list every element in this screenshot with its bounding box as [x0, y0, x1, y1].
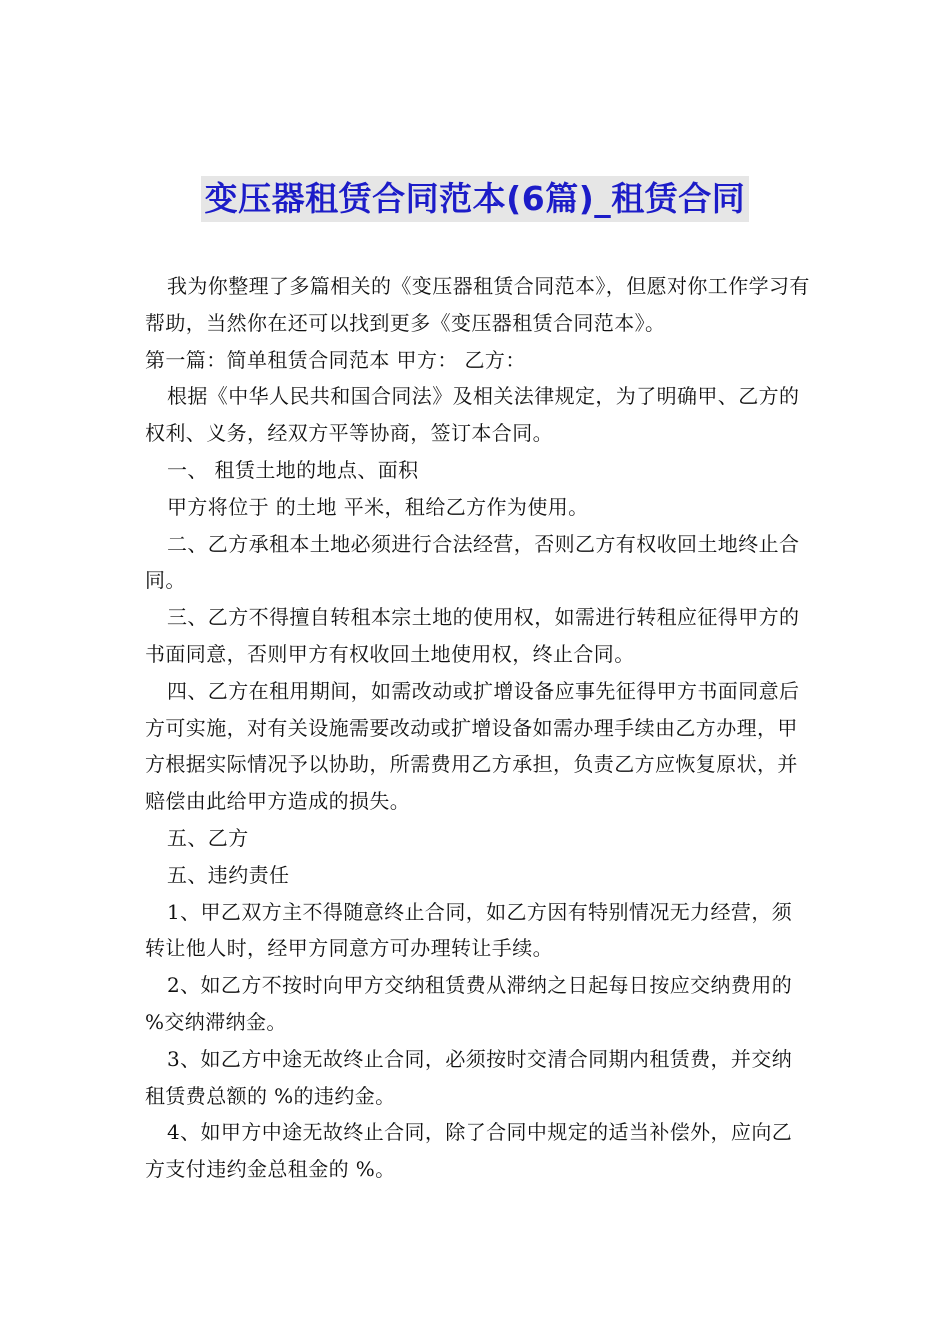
- document-body: [145, 268, 811, 1188]
- paragraph-section-5b: 五、违约责任: [167, 862, 290, 887]
- title-container: [0, 176, 950, 222]
- paragraph-clause-4: 4、如甲方中途无故终止合同，除了合同中规定的适当补偿外，应向乙方支付违约金总租金的 %。: [145, 1120, 793, 1182]
- paragraph-preamble: 根据《中华人民共和国合同法》及相关法律规定，为了明确甲、乙方的权利、义务，经双方平等协商，签订本合同。: [145, 384, 800, 446]
- paragraph-section-4: 四、乙方在租用期间，如需改动或扩增设备应事先征得甲方书面同意后方可实施，对有关设施需要改动或扩增设备如需办理手续由乙方办理，甲方根据实际情况予以协助，所需费用乙方承担，负责乙方应恢复原状，并赔偿由此给甲方造成的损失。: [145, 678, 800, 814]
- document-title: 变压器租赁合同范本(6篇)_租赁合同: [201, 176, 750, 222]
- paragraph-section-1: 一、 租赁土地的地点、面积: [167, 457, 419, 482]
- paragraph-section-2: 二、乙方承租本土地必须进行合法经营，否则乙方有权收回土地终止合同。: [145, 531, 800, 593]
- paragraph-intro: 我为你整理了多篇相关的《变压器租赁合同范本》，但愿对你工作学习有帮助，当然你在还可以找到更多《变压器租赁合同范本》。: [145, 274, 810, 335]
- paragraph-chapter-heading: 第一篇：简单租赁合同范本 甲方： 乙方：: [145, 347, 526, 372]
- paragraph-clause-2: 2、如乙方不按时向甲方交纳租赁费从滞纳之日起每日按应交纳费用的 %交纳滞纳金。: [145, 973, 793, 1034]
- paragraph-clause-3: 3、如乙方中途无故终止合同，必须按时交清合同期内租赁费，并交纳租赁费总额的 %的违约金。: [145, 1046, 793, 1108]
- paragraph-section-5a: 五、乙方: [167, 825, 249, 850]
- paragraph-land-location: 甲方将位于 的土地 平米，租给乙方作为使用。: [167, 494, 589, 519]
- paragraph-clause-1: 1、甲乙双方主不得随意终止合同，如乙方因有特别情况无力经营，须转让他人时，经甲方同意方可办理转让手续。: [145, 899, 793, 961]
- paragraph-section-3: 三、乙方不得擅自转租本宗土地的使用权，如需进行转租应征得甲方的书面同意，否则甲方有权收回土地使用权，终止合同。: [145, 605, 800, 666]
